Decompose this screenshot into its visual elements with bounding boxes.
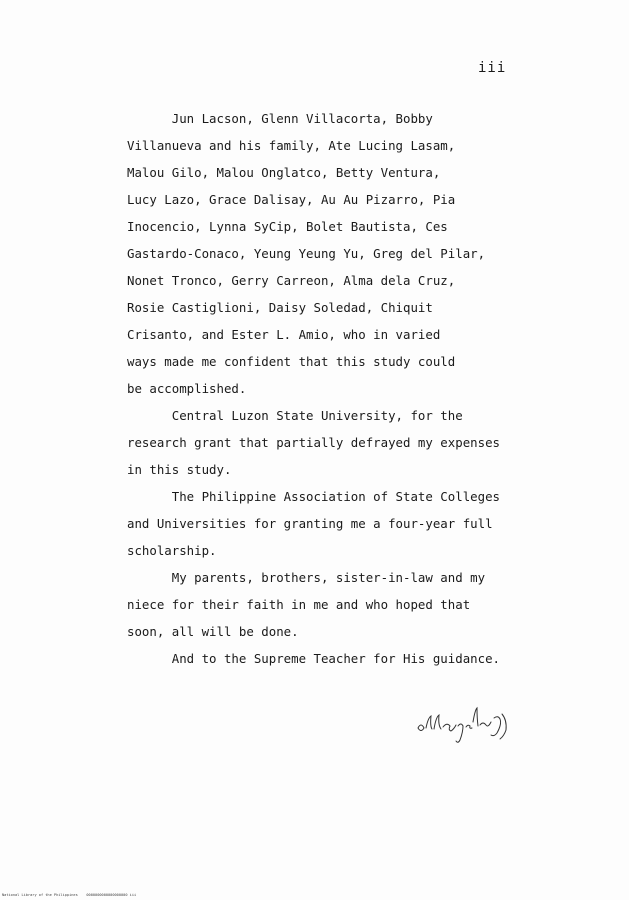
- text-line: Lucy Lazo, Grace Dalisay, Au Au Pizarro, Pia: [127, 192, 456, 207]
- page-number: iii: [478, 60, 507, 76]
- text-line: Crisanto, and Ester L. Amio, who in varied: [127, 327, 441, 342]
- acknowledgment-body: [127, 105, 557, 672]
- text-line: in this study.: [127, 462, 232, 477]
- text-line: Rosie Castiglioni, Daisy Soledad, Chiquit: [127, 300, 433, 315]
- text-line: niece for their faith in me and who hoped that: [127, 597, 471, 612]
- text-line: Villanueva and his family, Ate Lucing Lasam,: [127, 138, 456, 153]
- text-line: And to the Supreme Teacher for His guidance.: [127, 651, 500, 666]
- text-line: My parents, brothers, sister-in-law and my: [127, 570, 486, 585]
- text-line: soon, all will be done.: [127, 624, 299, 639]
- text-line: be accomplished.: [127, 381, 247, 396]
- text-line: Inocencio, Lynna SyCip, Bolet Bautista, Ces: [127, 219, 448, 234]
- text-line: and Universities for granting me a four-year full: [127, 516, 493, 531]
- text-line: Gastardo-Conaco, Yeung Yeung Yu, Greg del Pilar,: [127, 246, 486, 261]
- text-line: Jun Lacson, Glenn Villacorta, Bobby: [127, 111, 433, 126]
- text-line: The Philippine Association of State Colleges: [127, 489, 500, 504]
- text-line: scholarship.: [127, 543, 217, 558]
- handwritten-signature-icon: [408, 700, 538, 750]
- text-line: Malou Gilo, Malou Onglatco, Betty Ventura,: [127, 165, 441, 180]
- text-line: Central Luzon State University, for the: [127, 408, 463, 423]
- text-line: Nonet Tronco, Gerry Carreon, Alma dela Cruz,: [127, 273, 456, 288]
- archive-footer: National Library of the Philippines 0000000000000000000 iii: [2, 893, 137, 897]
- text-line: ways made me confident that this study could: [127, 354, 456, 369]
- text-line: research grant that partially defrayed my expenses: [127, 435, 500, 450]
